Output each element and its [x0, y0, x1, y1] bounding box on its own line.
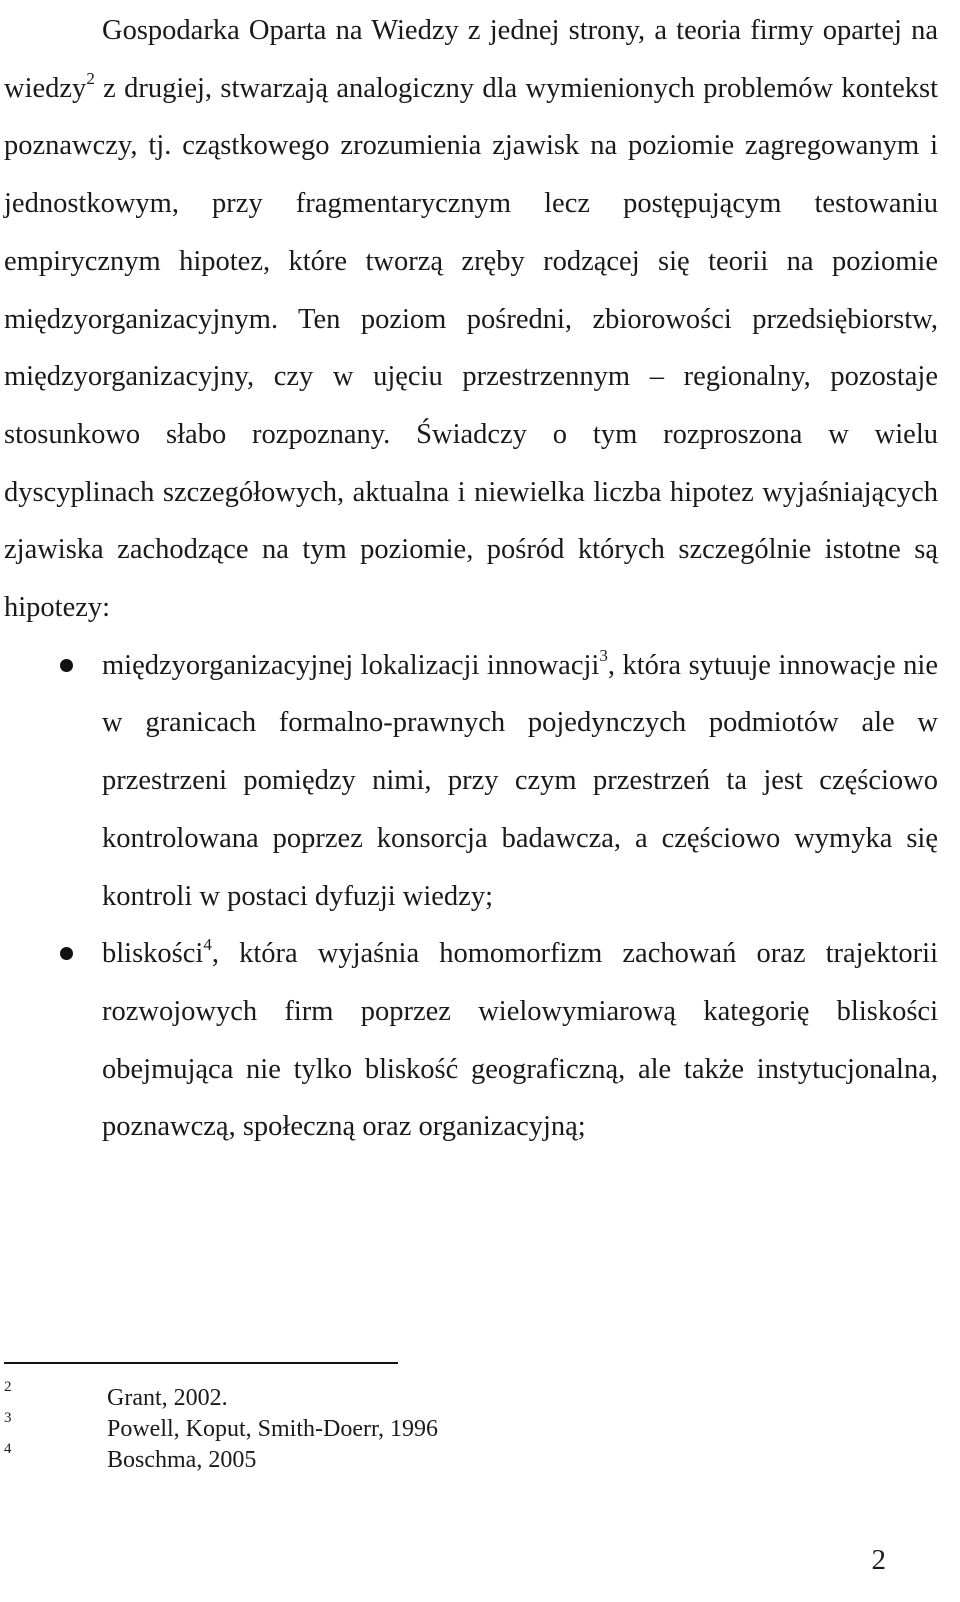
- list-item: [4, 637, 938, 926]
- footnote-text: Grant, 2002.: [107, 1385, 228, 1411]
- list-item-text-start: bliskości: [102, 938, 204, 970]
- footnote-ref-3: 3: [599, 646, 608, 666]
- list-item-text-rest: , która wyjaśnia homomorfizm zachowań oraz trajektorii rozwojowych firm poprzez wielowymiarową kategorię bliskości obejmująca nie tylko bliskość geograficzną, ale także instytucjonalna, poznawczą, społeczną oraz organizacyjną;: [102, 938, 938, 1143]
- list-item: [4, 925, 938, 1156]
- footnote-number: 2: [4, 1379, 12, 1395]
- footnotes: [4, 1378, 704, 1471]
- list-item-text: [102, 925, 938, 1156]
- bullet-icon: [60, 659, 73, 672]
- bullet-icon: [60, 947, 73, 960]
- list-item-text-start: międzyorganizacyjnej lokalizacji innowacji: [102, 649, 600, 681]
- footnote-text: Boschma, 2005: [107, 1447, 257, 1473]
- footnote-text: Powell, Koput, Smith-Doerr, 1996: [107, 1416, 439, 1442]
- footnote-separator: [4, 1362, 398, 1364]
- paragraph-text-start: Gospodarka Oparta na Wiedzy z jednej strony, a teoria firmy opartej na wiedzy: [4, 15, 938, 104]
- footnote-number: 3: [4, 1410, 12, 1426]
- paragraph-text-rest: z drugiej, stwarzają analogiczny dla wymienionych problemów kontekst poznawczy, tj. cząstkowego zrozumienia zjawisk na poziomie zagregowanym i jednostkowym, przy fragmentarycznym lecz postępującym testowaniu empirycznym hipotez, które tworzą zręby rodzącej się teorii na poziomie międzyorganizacyjnym. Ten poziom pośredni, zbiorowości przedsiębiorstw, międzyorganizacyjny, czy w ujęciu przestrzennym – regionalny, pozostaje stosunkowo słabo rozpoznany. Świadczy o tym rozproszona w wielu dyscyplinach szczegółowych, aktualna i niewielka liczba hipotez wyjaśniających zjawiska zachodzące na tym poziomie, pośród których szczególnie istotne są hipotezy:: [4, 72, 938, 624]
- page-number: 2: [871, 1544, 886, 1576]
- footnote: [4, 1440, 704, 1471]
- footnote-ref-2: 2: [86, 69, 95, 89]
- list-item-text: [102, 637, 938, 926]
- footnote: [4, 1409, 704, 1440]
- list-item-text-rest: , która sytuuje innowacje nie w granicach formalno-prawnych pojedynczych podmiotów ale w przestrzeni pomiędzy nimi, przy czym przestrzeń ta jest częściowo kontrolowana poprzez konsorcja badawcza, a częściowo wymyka się kontroli w postaci dyfuzji wiedzy;: [102, 649, 938, 912]
- footnote-number: 4: [4, 1441, 12, 1457]
- hypotheses-list: [4, 637, 938, 1156]
- footnote-ref-4: 4: [203, 934, 212, 954]
- footnote: [4, 1378, 704, 1409]
- body-paragraph: [4, 0, 938, 637]
- document-page: [4, 0, 938, 1156]
